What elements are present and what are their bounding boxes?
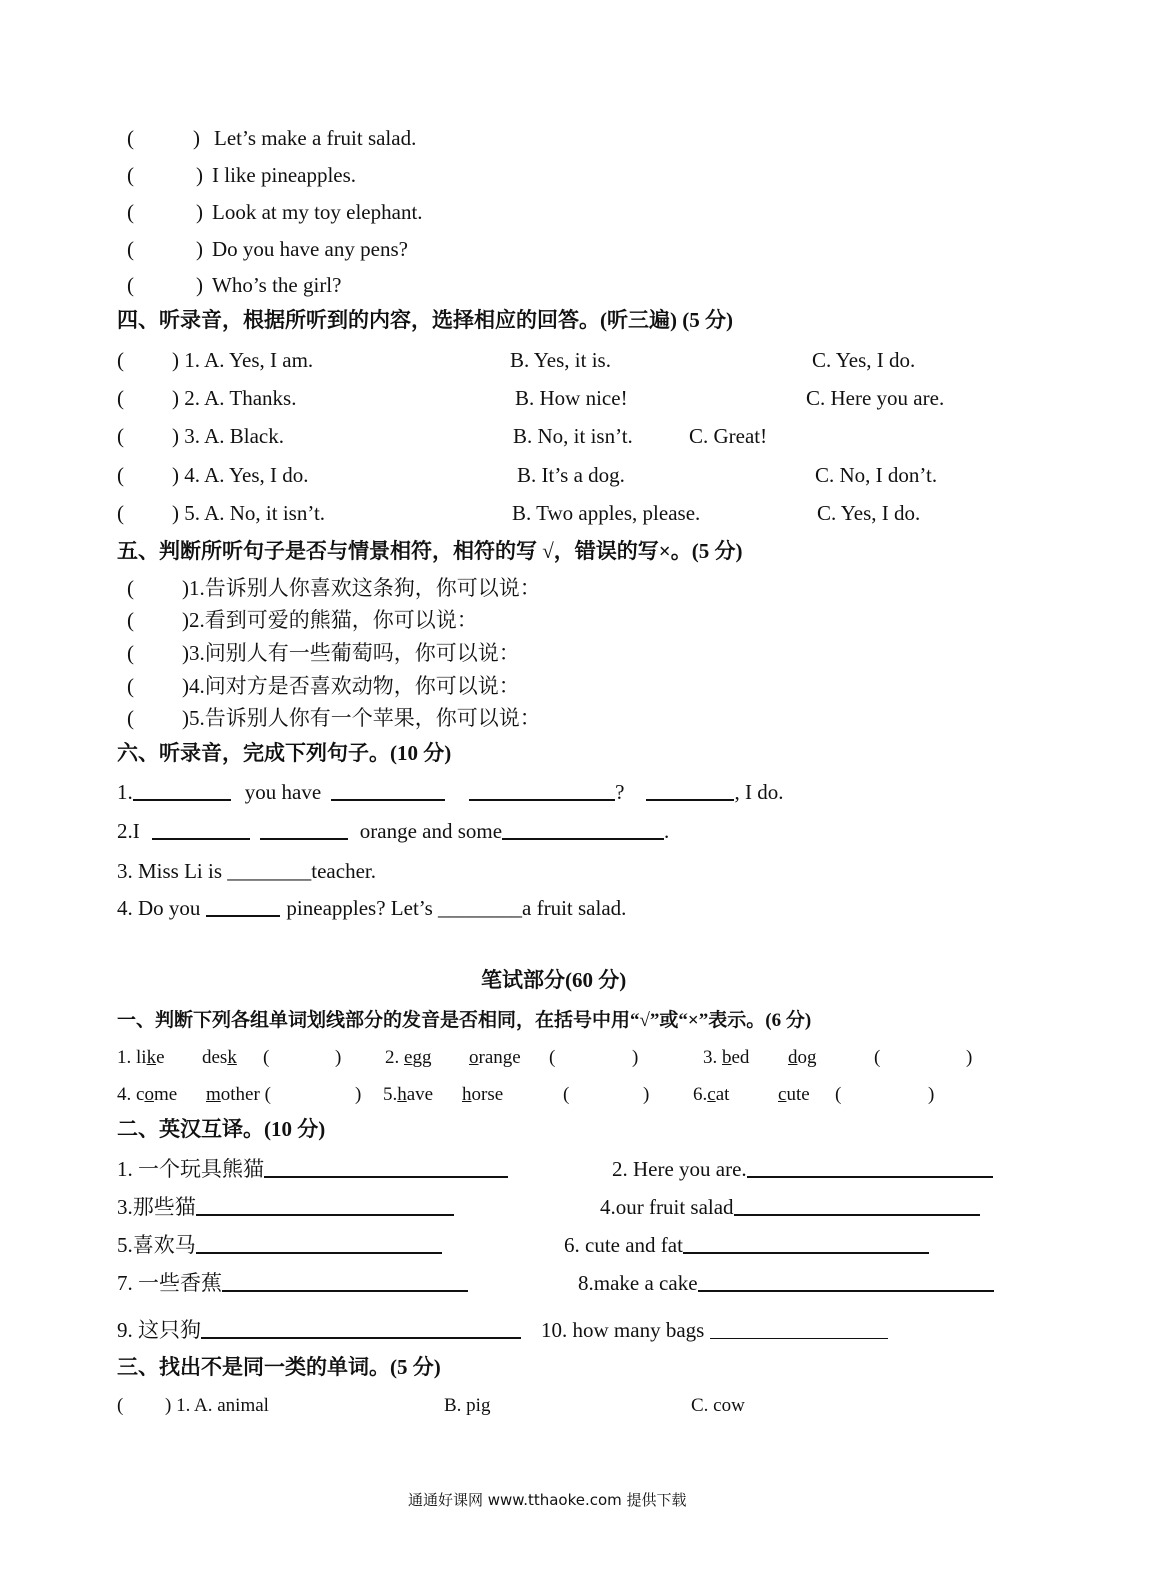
text: . [664, 819, 670, 843]
line-number: 2.I [117, 819, 140, 843]
paren-open: ( [127, 126, 134, 150]
text: , I do. [734, 780, 784, 804]
text: ? [615, 780, 625, 804]
answer-blank[interactable] [222, 1272, 468, 1292]
answer-paren-open[interactable]: ( [549, 1047, 556, 1068]
paren-open: ( [117, 463, 124, 487]
answer-blank[interactable] [201, 1319, 521, 1339]
choice-b: B. Yes, it is. [510, 348, 611, 372]
text: you have [244, 780, 322, 804]
word: 4. come [117, 1084, 178, 1105]
answer-paren-open[interactable]: ( [835, 1084, 842, 1105]
written-section-1-heading: 一、判断下列各组单词划线部分的发音是否相同，在括号中用“√”或“×”表示。(6 分) [117, 1010, 812, 1031]
choice-c: C. Here you are. [806, 386, 945, 410]
section-5-heading: 五、判断所听句子是否与情景相符，相符的写 √，错误的写×。(5 分) [117, 539, 743, 563]
translation-item: 10. how many bags [541, 1317, 888, 1343]
paren-open: ( [127, 608, 134, 632]
choice-a: ) 3. A. Black. [172, 424, 284, 448]
choice-a: ) 2. A. Thanks. [172, 386, 297, 410]
paren-open: ( [127, 641, 134, 665]
line-number: 1. [117, 780, 133, 804]
answer-paren-close: ) [335, 1047, 342, 1068]
word: 1. like [117, 1047, 165, 1068]
fill-line-4 [117, 895, 626, 921]
paren-open: ( [117, 501, 124, 525]
paren-close: ) [196, 237, 203, 261]
judge-item: )2.看到可爱的熊猫，你可以说： [182, 608, 478, 632]
answer-paren-open[interactable]: ( [874, 1047, 881, 1068]
choice-c: C. No, I don’t. [815, 463, 938, 487]
answer-paren-open[interactable]: ( [263, 1047, 270, 1068]
choice-b: B. pig [444, 1395, 491, 1416]
answer-blank[interactable] [698, 1272, 994, 1292]
answer-blank[interactable] [196, 1234, 442, 1254]
answer-blank[interactable] [264, 1158, 508, 1178]
word: desk [202, 1047, 237, 1068]
translation-item: 1. 一个玩具熊猫 [117, 1156, 508, 1182]
word: mother ( [206, 1084, 271, 1105]
text: pineapples? Let’s ________a fruit salad. [286, 896, 627, 920]
translation-item: 7. 一些香蕉 [117, 1270, 468, 1296]
answer-paren-close: ) [966, 1047, 973, 1068]
translation-item: 8.make a cake [578, 1270, 994, 1296]
paren-open: ( [117, 386, 124, 410]
blank[interactable] [260, 820, 348, 840]
blank[interactable] [469, 781, 615, 801]
paren-open: ( [127, 237, 134, 261]
blank[interactable] [646, 781, 734, 801]
choice-c: C. Yes, I do. [817, 501, 921, 525]
paren-close: ) [196, 200, 203, 224]
sentence: Look at my toy elephant. [212, 200, 423, 224]
answer-blank[interactable] [683, 1234, 929, 1254]
written-section-3-heading: 三、找出不是同一类的单词。(5 分) [117, 1355, 441, 1379]
blank[interactable] [331, 781, 445, 801]
answer-paren-close: ) [928, 1084, 935, 1105]
choice-c: C. cow [691, 1395, 745, 1416]
sentence: Let’s make a fruit salad. [214, 126, 417, 150]
choice-b: B. It’s a dog. [517, 463, 625, 487]
choice-a: ) 1. A. Yes, I am. [172, 348, 314, 372]
translation-item: 9. 这只狗 [117, 1317, 521, 1343]
judge-item: )3.问别人有一些葡萄吗，你可以说： [182, 641, 520, 665]
answer-blank[interactable] [747, 1158, 993, 1178]
paren-close: ) [193, 126, 200, 150]
paren-open: ( [117, 348, 124, 372]
choice-a: ) 4. A. Yes, I do. [172, 463, 309, 487]
judge-item: )1.告诉别人你喜欢这条狗，你可以说： [182, 576, 541, 600]
translation-item: 4.our fruit salad [600, 1194, 980, 1220]
paren-close: ) [196, 163, 203, 187]
section-6-heading: 六、听录音，完成下列句子。(10 分) [117, 741, 452, 765]
word: cute [778, 1084, 810, 1105]
word: 6.cat [693, 1084, 730, 1105]
choice-b: B. Two apples, please. [512, 501, 701, 525]
choice-a: ) 1. A. animal [165, 1395, 269, 1416]
text: orange and some [359, 819, 503, 843]
paren-close: ) [196, 273, 203, 297]
footer-credit: 通通好课网 www.tthaoke.com 提供下载 [408, 1491, 687, 1509]
choice-b: B. No, it isn’t. [513, 424, 633, 448]
sentence: Do you have any pens? [212, 237, 408, 261]
choice-a: ) 5. A. No, it isn’t. [172, 501, 326, 525]
choice-c: C. Yes, I do. [812, 348, 916, 372]
paren-open: ( [127, 576, 134, 600]
paren-open: ( [117, 424, 124, 448]
written-part-title: 笔试部分(60 分) [481, 968, 627, 992]
paren-open: ( [117, 1395, 124, 1416]
judge-item: )4.问对方是否喜欢动物，你可以说： [182, 674, 520, 698]
translation-item: 5.喜欢马 [117, 1232, 442, 1258]
blank[interactable] [133, 781, 231, 801]
answer-paren-close: ) [355, 1084, 362, 1105]
choice-b: B. How nice! [515, 386, 628, 410]
fill-line-1 [117, 779, 783, 805]
sentence: I like pineapples. [212, 163, 357, 187]
answer-blank[interactable] [734, 1196, 980, 1216]
fill-line-3: 3. Miss Li is ________teacher. [117, 859, 376, 883]
word: dog [788, 1047, 817, 1068]
paren-open: ( [127, 163, 134, 187]
answer-paren-close: ) [643, 1084, 650, 1105]
blank[interactable] [152, 820, 250, 840]
answer-blank[interactable] [196, 1196, 454, 1216]
word: 3. bed [703, 1047, 750, 1068]
answer-paren-open[interactable]: ( [563, 1084, 570, 1105]
section-4-heading: 四、听录音，根据所听到的内容，选择相应的回答。(听三遍) (5 分) [117, 308, 733, 332]
paren-open: ( [127, 706, 134, 730]
word: 5.have [383, 1084, 434, 1105]
word: orange [469, 1047, 521, 1068]
blank[interactable] [502, 820, 664, 840]
text: 4. Do you [117, 896, 201, 920]
written-section-2-heading: 二、英汉互译。(10 分) [117, 1117, 326, 1141]
answer-paren-close: ) [632, 1047, 639, 1068]
paren-open: ( [127, 674, 134, 698]
paren-open: ( [127, 200, 134, 224]
blank[interactable] [206, 897, 280, 917]
word: 2. egg [385, 1047, 432, 1068]
judge-item: )5.告诉别人你有一个苹果，你可以说： [182, 706, 541, 730]
translation-item: 6. cute and fat [564, 1232, 929, 1258]
paren-open: ( [127, 273, 134, 297]
word: horse [462, 1084, 504, 1105]
choice-c: C. Great! [689, 424, 768, 448]
sentence: Who’s the girl? [212, 273, 342, 297]
answer-blank[interactable] [710, 1320, 888, 1339]
translation-item: 3.那些猫 [117, 1194, 454, 1220]
fill-line-2 [117, 818, 669, 844]
translation-item: 2. Here you are. [612, 1156, 993, 1182]
